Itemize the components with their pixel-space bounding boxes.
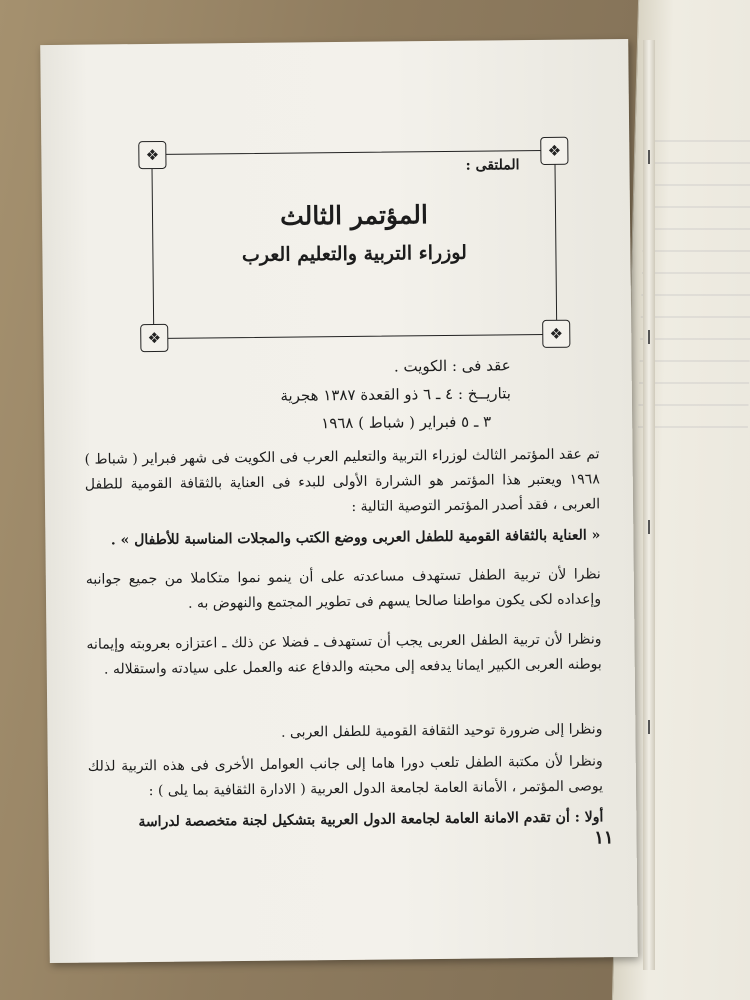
- date-gregorian: ٣ ـ ٥ فبراير ( شباط ) ١٩٦٨: [321, 412, 492, 433]
- ornament-corner-icon: ❖: [138, 141, 166, 169]
- date-hijri: بتاريــخ : ٤ ـ ٦ ذو القعدة ١٣٨٧ هجرية: [280, 384, 511, 405]
- ornament-corner-icon: ❖: [542, 320, 570, 348]
- paragraph: نظرا لأن تربية الطفل تستهدف مساعدته على أن ينمو نموا متكاملا من جميع جوانبه وإعداده لكى يكون مواطنا صالحا يسهم فى تطوير المجتمع والنهوض به .: [85, 566, 602, 612]
- book-binding: [643, 40, 655, 970]
- paragraph-first-item: أولا : أن تقدم الامانة العامة لجامعة الدول العربية بتشكيل لجنة متخصصة لدراسة: [138, 809, 604, 831]
- page-subtitle: لوزراء التربية والتعليم العرب: [241, 241, 467, 267]
- paragraph-intro: تم عقد المؤتمر الثالث لوزراء التربية والتعليم العرب فى الكويت فى شهر فبراير ( شباط ) ١٩٦٨ ويعتبر هذا المؤتمر هو الشرارة الأولى للبدء فى العناية بالثقافة القومية للطفل العربى ، فقد أصدر المؤتمر التوصية التالية :: [84, 446, 601, 515]
- paragraph-recommendation: « العناية بالثقافة القومية للطفل العربى ووضع الكتب والمجلات المناسبة للأطفال » .: [110, 527, 601, 549]
- held-in-line: عقد فى : الكويت .: [393, 356, 511, 376]
- section-label: الملتقى :: [465, 157, 520, 174]
- paragraph: ونظرا لأن تربية الطفل العربى يجب أن تستهدف ـ فضلا عن ذلك ـ اعتزازه بعروبته وإيمانه بوطنه العربى الكبير ايمانا يدفعه إلى محبته والدفاع عنه والعمل على سيادته واستقلاله .: [86, 631, 602, 678]
- binding-stitch: [648, 150, 650, 164]
- binding-stitch: [648, 520, 650, 534]
- ornament-corner-icon: ❖: [540, 137, 568, 165]
- page-number: ١١: [594, 827, 614, 849]
- page-title: المؤتمر الثالث: [279, 200, 429, 231]
- binding-stitch: [648, 330, 650, 344]
- ornament-corner-icon: ❖: [140, 324, 168, 352]
- binding-stitch: [648, 720, 650, 734]
- page-content: [86, 137, 614, 862]
- paragraph: ونظرا إلى ضرورة توحيد الثقافة القومية للطفل العربى .: [280, 721, 603, 741]
- paragraph: ونظرا لأن مكتبة الطفل تلعب دورا هاما إلى جانب العوامل الأخرى فى هذه التربية لذلك يوصى المؤتمر ، الأمانة العامة لجامعة الدول العربية ( الادارة الثقافية بما يلى ) :: [87, 753, 604, 800]
- title-frame: [145, 141, 564, 347]
